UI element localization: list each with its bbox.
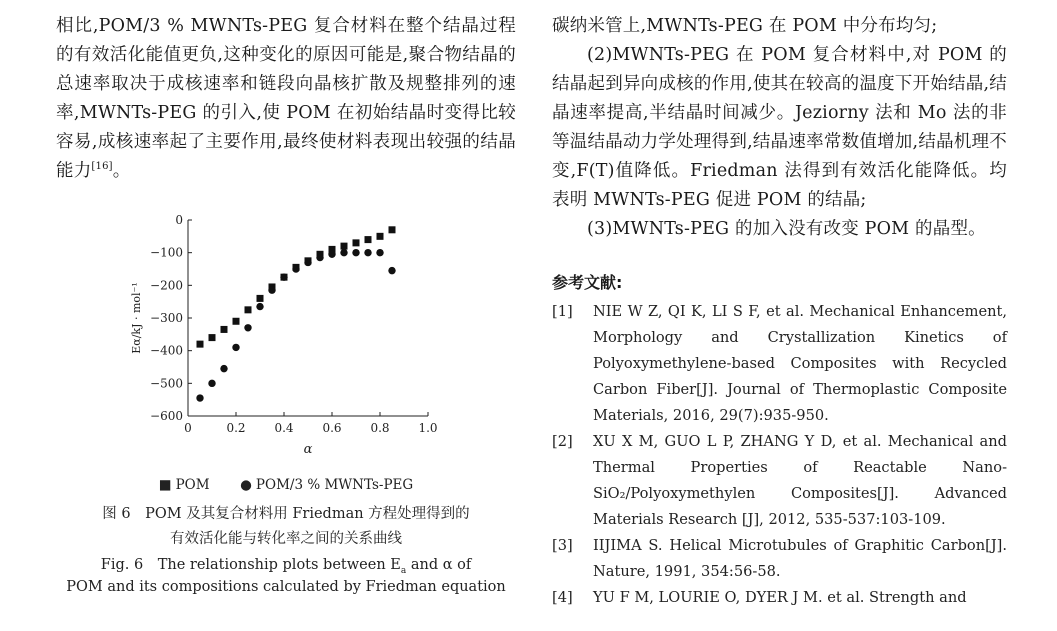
x-tick-label: 1.0 [418,421,438,435]
body-text: 相比,POM/3 % MWNTs-PEG 复合材料在整个结晶过程的有效活化能值更负,这种变化的原因可能是,聚合物结晶的总速率取决于成核速率和链段向晶核扩散及规整排列的速率,MWNTs-PEG 的引入,使 POM 在初始结晶时变得比较容易,成核速率起了主要作用,最终使材料表现出较强的结晶能力 [56,16,516,181]
conclusion-para-3: (3)MWNTs-PEG 的加入没有改变 POM 的晶型。 [587,219,986,239]
chart-legend [56,477,516,493]
x-tick-label: 0.8 [370,421,390,435]
legend-square-icon: ■ [158,477,172,493]
legend-composite-label: POM/3 % MWNTs-PEG [255,477,414,493]
composite-point [364,249,371,256]
reference-item [552,429,1007,533]
x-tick-label: 0.6 [322,421,342,435]
y-tick-label: −500 [150,376,183,391]
body-text-tail: 。 [112,161,131,181]
reference-text: NIE W Z, QI K, LI S F, et al. Mechanical Enhancement, Morphology and Crystallization Kinetics of Polyoxymethylene-based Composites with Recycled Carbon Fiber[J]. Journal of Thermoplastic Composite Materials, 2016, 29(7):935-950. [593,303,1007,424]
composite-point [352,249,359,256]
conclusion-para-2: (2)MWNTs-PEG 在 POM 复合材料中,对 POM 的结晶起到异向成核的作用,使其在较高的温度下开始结晶,结晶速率提高,半结晶时间减少。Jeziorny 法和 Mo 法的非等温结晶动力学处理得到,结晶速率常数值增加,结晶机理不变,F(T)值降低。Friedman 法得到有效活化能降低。均表明 MWNTs-PEG 促进 POM 的结晶; [552,45,1007,210]
composite-point [316,254,323,261]
y-axis-label: Eα/kJ · mol⁻¹ [130,282,143,354]
caption-en-sub: a [400,565,407,576]
caption-en-text: Fig. 6 The relationship plots between E [100,557,401,573]
figure-6 [56,205,516,625]
y-tick-label: 0 [175,213,183,227]
composite-point [304,259,311,266]
reference-number: [3] [552,537,573,554]
pom-point [221,326,228,333]
pom-point [365,236,372,243]
legend-circle-icon: ● [240,477,252,493]
composite-point [340,249,347,256]
reference-text: XU X M, GUO L P, ZHANG Y D, et al. Mechanical and Thermal Properties of Reactable Nano-SiO₂/Polyoxymethylen Composites[J]. Advanced Materials Research [J], 2012, 535-537:103-109. [593,433,1007,528]
reference-text: YU F M, LOURIE O, DYER J M. et al. Strength and [593,589,967,606]
body-paragraph [56,12,516,186]
reference-item [552,585,1007,611]
right-column [552,12,1007,611]
pom-point [233,318,240,325]
caption-en-tail: and α of [406,557,472,573]
y-tick-label: −400 [150,343,183,358]
composite-point [292,265,299,272]
figure-caption-en-1 [56,553,516,576]
composite-point [244,324,251,331]
left-column [56,12,516,186]
x-axis-label: α [303,442,313,457]
composite-point [208,380,215,387]
composite-point [388,267,395,274]
composite-point [220,365,227,372]
pom-point [353,239,360,246]
reference-number: [2] [552,433,573,450]
figure-caption-cn-2: 有效活化能与转化率之间的关系曲线 [170,531,402,547]
pom-point [197,341,204,348]
y-tick-label: −100 [150,245,183,260]
reference-item [552,533,1007,585]
legend-pom-label: POM [175,477,210,493]
figure-caption-en-2: POM and its compositions calculated by Friedman equation [66,579,506,595]
reference-number: [1] [552,303,573,320]
references-heading: 参考文献: [552,273,623,292]
composite-point [280,273,287,280]
y-tick-label: −200 [150,278,183,293]
composite-point [196,394,203,401]
composite-point [268,287,275,294]
y-tick-label: −300 [150,311,183,325]
x-tick-label: 0 [184,421,192,435]
composite-point [376,249,383,256]
conclusion-para-1: 碳纳米管上,MWNTs-PEG 在 POM 中分布均匀; [552,16,938,36]
x-tick-label: 0.4 [274,421,294,435]
reference-text: IIJIMA S. Helical Microtubules of Graphitic Carbon[J]. Nature, 1991, 354:56-58. [593,537,1007,580]
pom-point [341,243,348,250]
pom-point [377,233,384,240]
composite-point [328,251,335,258]
reference-item [552,299,1007,429]
reference-number: [4] [552,589,573,606]
figure-caption-cn-1: 图 6 POM 及其复合材料用 Friedman 方程处理得到的 [102,506,470,522]
composite-point [232,344,239,351]
pom-point [389,226,396,233]
composite-point [256,303,263,310]
friedman-chart [56,205,516,485]
y-tick-label: −600 [150,409,183,423]
pom-point [257,295,264,302]
citation-mark: [16] [91,161,113,173]
pom-point [209,334,216,341]
x-tick-label: 0.2 [226,421,246,435]
pom-point [245,306,252,313]
